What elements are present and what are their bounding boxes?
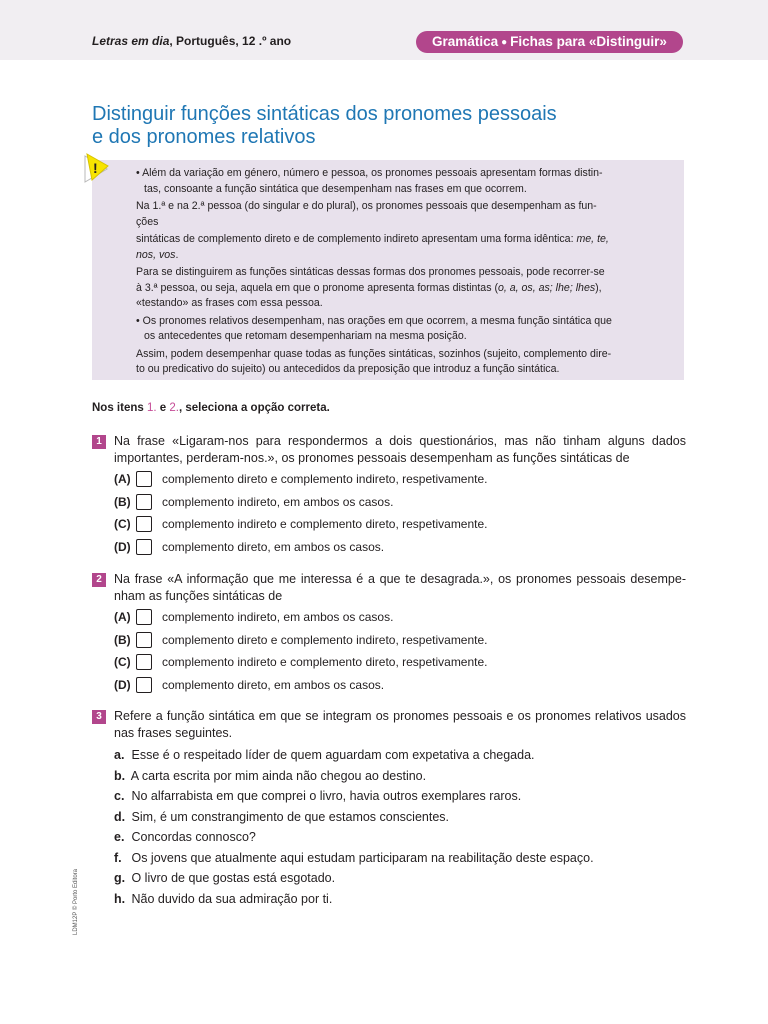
option-checkbox[interactable] — [136, 609, 152, 625]
option-d[interactable]: (D) complemento direto, em ambos os casos. — [114, 677, 385, 692]
option-checkbox[interactable] — [136, 494, 152, 510]
question-3 — [92, 708, 686, 911]
info-p5: • Os pronomes relativos desempenham, nas orações em que ocorrem, a mesma função sintática que os antecedentes que retomam desempenhariam na mesma posição. — [136, 314, 612, 342]
option-c[interactable]: (C) complemento indireto e complemento direto, respetivamente. — [114, 655, 488, 669]
page-title — [92, 103, 692, 149]
book-title: Letras em dia — [92, 34, 170, 48]
warning-icon — [76, 152, 110, 186]
sentence-item: g. O livro de que gostas está esgotado. — [114, 871, 336, 885]
item-ref-2: 2. — [169, 402, 179, 414]
svg-text:!: ! — [93, 160, 98, 176]
option-d[interactable]: (D) complemento direto, em ambos os casos. — [114, 539, 385, 554]
option-b[interactable]: (B) complemento indireto, em ambos os casos. — [114, 494, 394, 509]
section-pill-left: Gramática — [432, 34, 499, 49]
info-p3: sintáticas de complemento direto e de complemento indireto apresentam uma forma idêntica: me, te, nos, vos. — [136, 233, 609, 261]
sentence-item: h. Não duvido da sua admiração por ti. — [114, 891, 333, 906]
option-checkbox[interactable] — [136, 654, 152, 670]
info-p6: Assim, podem desempenhar quase todas as funções sintáticas, sozinhos (sujeito, complemento dire- to ou predicativo do sujeito) ou antecedidos da preposição que introduz a função sintática. — [136, 347, 612, 375]
option-c[interactable]: (C) complemento indireto e complemento direto, respetivamente. — [114, 517, 488, 531]
question-number: 3 — [92, 710, 106, 724]
option-checkbox[interactable] — [136, 516, 152, 532]
info-p4: Para se distinguirem as funções sintáticas dessas formas dos pronomes pessoais, pode recorrer-se à 3.ª pessoa, ou seja, aquela em que o pronome apresenta formas distintas (o, a, os, as; lhe; lhes), «testando» as frases com essa pessoa. — [136, 266, 605, 309]
question-number: 1 — [92, 435, 106, 449]
question-2 — [92, 571, 686, 699]
sentence-item: b. A carta escrita por mim ainda não chegou ao destino. — [114, 768, 427, 783]
item-ref-1: 1. — [146, 402, 157, 414]
question-text: Refere a função sintática em que se integram os pronomes pessoais e os pronomes relativos usados nas frases seguintes. — [114, 709, 686, 740]
option-checkbox[interactable] — [136, 471, 152, 487]
info-box — [92, 160, 684, 380]
section-pill-right: Fichas para «Distinguir» — [510, 34, 667, 49]
section-pill — [416, 31, 683, 53]
book-subject: , Português, 12 .º ano — [169, 34, 292, 48]
option-a[interactable]: (A) complemento indireto, em ambos os casos. — [114, 610, 394, 624]
sentence-item: a. Esse é o respeitado líder de quem aguardam com expetativa a chegada. — [114, 748, 535, 762]
option-a[interactable]: (A) complemento direto e complemento indireto, respetivamente. — [114, 472, 488, 486]
option-checkbox[interactable] — [136, 677, 152, 693]
question-1 — [92, 433, 686, 561]
question-text: Na frase «Ligaram-nos para respondermos a dois questionários, mas não tinham alguns dados importantes, perderam-nos.», os pronomes pessoais desempenham as funções sintáticas de — [114, 434, 686, 465]
sentence-list — [114, 747, 686, 911]
sentence-item: d. Sim, é um constrangimento de que estamos conscientes. — [114, 809, 450, 824]
options-list — [114, 609, 686, 699]
option-checkbox[interactable] — [136, 539, 152, 555]
info-p2: Na 1.ª e na 2.ª pessoa (do singular e do plural), os pronomes pessoais que desempenham as fun- ções — [136, 200, 597, 228]
question-number: 2 — [92, 573, 106, 587]
option-checkbox[interactable] — [136, 632, 152, 648]
options-list — [114, 471, 686, 561]
sentence-item: f. Os jovens que atualmente aqui estudam participaram na reabilitação deste espaço. — [114, 850, 594, 865]
separator-dot-icon: ● — [501, 37, 508, 48]
sentence-item: e. Concordas connosco? — [114, 830, 256, 844]
question-text: Na frase «A informação que me interessa é a que te desagrada.», os pronomes pessoais desempe-nham as funções sintáticas de — [114, 572, 686, 603]
title-line-1: Distinguir funções sintáticas dos pronomes pessoais — [92, 103, 557, 125]
option-b[interactable]: (B) complemento direto e complemento indireto, respetivamente. — [114, 632, 488, 647]
side-credit: LDM12P © Porto Editora — [73, 868, 79, 935]
info-p1: • Além da variação em género, número e pessoa, os pronomes pessoais apresentam formas distin- tas, consoante a função sintática que desempenham nas frases em que ocorrem. — [136, 167, 603, 195]
instructions: Nos itens 1. e 2., seleciona a opção correta. — [92, 402, 330, 414]
title-line-2: e dos pronomes relativos — [92, 126, 316, 148]
sentence-item: c. No alfarrabista em que comprei o livro, havia outros exemplares raros. — [114, 789, 522, 803]
book-reference — [92, 34, 291, 48]
